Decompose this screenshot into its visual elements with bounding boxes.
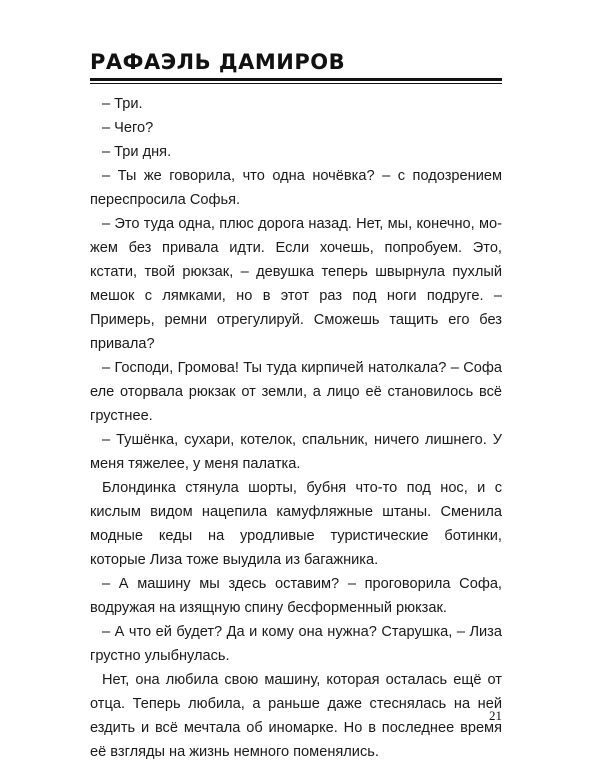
paragraph: – Три дня. bbox=[102, 144, 172, 160]
body-text bbox=[90, 92, 502, 764]
paragraph: – А что ей будет? Да и кому она нужна? Старушка, – Лиза грустно улыбнулась. bbox=[90, 624, 502, 664]
author-name: РАФАЭЛЬ ДАМИРОВ bbox=[90, 50, 346, 74]
paragraph: – А машину мы здесь оставим? – проговорила Софа, водружая на изящную спину бесформенный рюкзак. bbox=[90, 576, 502, 616]
paragraph: – Тушёнка, сухари, котелок, спальник, ничего лишнего. У меня тяжелее, у меня палатка. bbox=[90, 432, 502, 472]
paragraph: – Чего? bbox=[102, 120, 154, 136]
paragraph: Нет, она любила свою машину, которая осталась ещё от отца. Теперь любила, а раньше даже стеснялась на ней ездить и всё мечтала об иномарке. Но в последнее время её взгляды на жизнь немного поменялись. bbox=[90, 672, 502, 760]
paragraph: – Три. bbox=[102, 96, 143, 112]
paragraph: Блондинка стянула шорты, бубня что-то под нос, и с кислым видом нацепила камуфляжные штаны. Сменила модные кеды на уродливые туристические ботинки, которые Лиза тоже выудила из багажника. bbox=[90, 480, 502, 568]
page-number: 21 bbox=[489, 708, 502, 723]
paragraph: – Господи, Громова! Ты туда кирпичей натолкала? – Софа еле оторвала рюкзак от земли, а лицо её становилось всё грустнее. bbox=[90, 360, 502, 424]
running-header bbox=[90, 50, 502, 84]
paragraph: – Ты же говорила, что одна ночёвка? – с подозрением переспросила Софья. bbox=[90, 168, 502, 208]
paragraph: – Это туда одна, плюс дорога назад. Нет, мы, конечно, можем без привала идти. Если хочешь, попробуем. Это, кстати, твой рюкзак, – девушка теперь швырнула пухлый мешок с лямками, но в этот раз под ноги подруге. – Примерь, ремни отрегулируй. Сможешь тащить его без привала? bbox=[90, 216, 502, 352]
header-rule-thin bbox=[90, 83, 502, 84]
header-rule-thick bbox=[90, 78, 502, 81]
